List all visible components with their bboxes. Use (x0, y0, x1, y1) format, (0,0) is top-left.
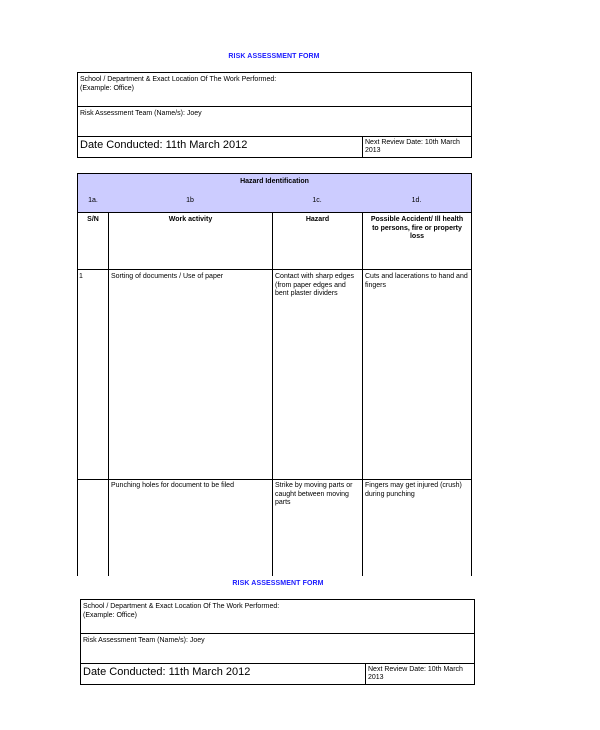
hazard-table-title: Hazard Identification (77, 173, 472, 195)
team-text-page2: Risk Assessment Team (Name/s): Joey (83, 637, 205, 644)
table-line (471, 213, 472, 576)
row2-accident: Fingers may get injured (crush) during punching (365, 482, 462, 498)
table-line (272, 213, 273, 576)
team-cell-page2 (81, 633, 474, 663)
form-title-page2: RISK ASSESSMENT FORM (232, 580, 324, 587)
table-line (77, 479, 472, 480)
header-accident: Possible Accident/ Ill health to persons, fire or property loss (370, 216, 464, 240)
info-box-page2 (80, 599, 475, 685)
next-review-date: Next Review Date: 10th March 2013 (362, 136, 471, 157)
location-label-page2: School / Department & Exact Location Of The Work Performed: (83, 603, 280, 610)
header-hazard: Hazard (305, 216, 330, 223)
row1-sn: 1 (79, 273, 83, 280)
table-line (77, 213, 78, 576)
next-review-date-page2: Next Review Date: 10th March 2013 (365, 663, 474, 684)
location-example-page2: (Example: Office) (83, 611, 137, 619)
form-title: RISK ASSESSMENT FORM (228, 53, 320, 60)
header-sn: S/N (87, 216, 99, 223)
table-line (77, 269, 472, 270)
date-conducted: Date Conducted: 11th March 2012 (78, 136, 362, 157)
location-cell-page2 (81, 600, 474, 634)
header-work-activity: Work activity (168, 216, 213, 223)
row1-accident: Cuts and lacerations to hand and fingers (365, 273, 468, 289)
code-1c: 1c. (272, 194, 363, 213)
location-example: (Example: Office) (80, 84, 134, 92)
row2-hazard: Strike by moving parts or caught between moving parts (275, 482, 353, 506)
code-1d: 1d. (362, 194, 472, 213)
table-line (108, 213, 109, 576)
row1-activity: Sorting of documents / Use of paper (111, 273, 224, 280)
location-label: School / Department & Exact Location Of The Work Performed: (80, 76, 277, 83)
team-text: Risk Assessment Team (Name/s): Joey (80, 110, 202, 117)
code-1a: 1a. (77, 194, 109, 213)
code-1b: 1b (108, 194, 273, 213)
row2-activity: Punching holes for document to be filed (111, 482, 234, 489)
row1-hazard: Contact with sharp edges (from paper edges and bent plaster dividers (275, 273, 354, 297)
date-conducted-page2: Date Conducted: 11th March 2012 (81, 663, 365, 684)
table-line (362, 213, 363, 576)
